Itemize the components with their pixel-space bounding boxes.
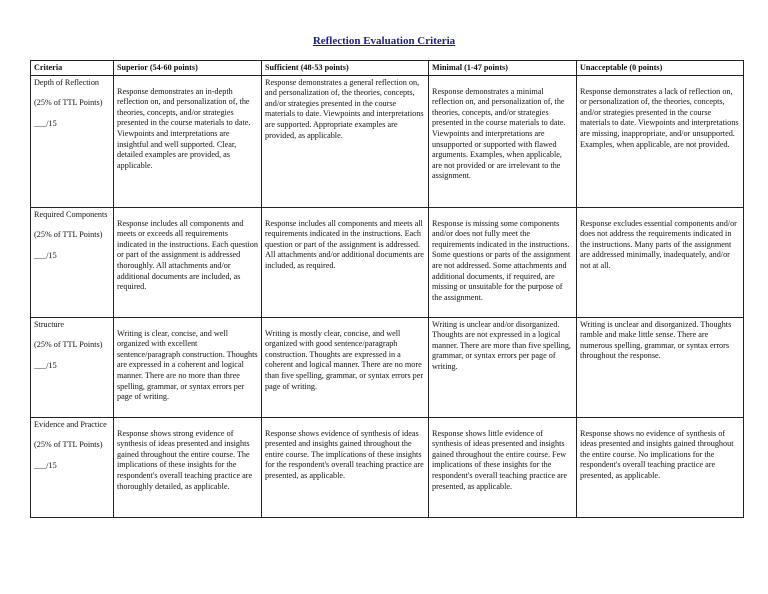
- criteria-score: ___/15: [34, 360, 57, 370]
- rubric-cell-superior: Response shows strong evidence of synthesis of ideas presented and insights gained throughout the entire course. The implications of these insights for the respondent's overall teaching practice are thoroughly detailed, as applicable.: [114, 417, 262, 517]
- criteria-name: Evidence and Practice: [34, 419, 107, 429]
- rubric-cell-sufficient: Writing is mostly clear, concise, and well organized with good sentence/paragraph construction. Thoughts are expressed in a coherent and logical manner. There are no more than five spelling, grammar, or syntax errors per page of writing.: [262, 317, 429, 417]
- table-row: [31, 75, 744, 207]
- table-row: [31, 417, 744, 517]
- criteria-cell: [31, 75, 114, 207]
- rubric-cell-unacceptable: Writing is unclear and disorganized. Thoughts ramble and make little sense. There are numerous spelling, grammar, or syntax errors throughout the response.: [577, 317, 744, 417]
- rubric-cell-superior: Response includes all components and meets or exceeds all requirements indicated in the instructions. Each question or part of the assignment is addressed thoroughly. All attachments and/or additional documents are included, as required.: [114, 207, 262, 317]
- criteria-name: Structure: [34, 319, 65, 329]
- table-row: [31, 317, 744, 417]
- criteria-score: ___/15: [34, 250, 57, 260]
- column-header-unacceptable: Unacceptable (0 points): [577, 61, 744, 76]
- criteria-name: Depth of Reflection: [34, 77, 100, 87]
- page-title: Reflection Evaluation Criteria: [312, 35, 456, 47]
- column-header-superior: Superior (54-60 points): [114, 61, 262, 76]
- rubric-cell-minimal: Response is missing some components and/or does not fully meet the requirements indicated in the instructions. Some questions or parts of the assignment are not addressed. Some attachments and additional documents, if required, are missing or unsuitable for the purpose of the assignment.: [429, 207, 577, 317]
- rubric-cell-superior: Response demonstrates an in-depth reflection on, and personalization of, the theories, concepts, and/or strategies presented in the course materials to date. Viewpoints and interpretations are insightful and well supported. Clear, detailed examples are provided, as applicable.: [114, 75, 262, 207]
- rubric-cell-sufficient: Response shows evidence of synthesis of ideas presented and insights gained throughout the entire course. The implications of these insights for the respondent's overall teaching practice are presented, as applicable.: [262, 417, 429, 517]
- table-header-row: [31, 61, 744, 76]
- rubric-cell-superior: Writing is clear, concise, and well organized with excellent sentence/paragraph construction. Thoughts are expressed in a coherent and logical manner. There are no more than three spelling, grammar, or syntax errors per page of writing.: [114, 317, 262, 417]
- criteria-weight: (25% of TTL Points): [34, 98, 103, 108]
- criteria-score: ___/15: [34, 460, 57, 470]
- criteria-weight: (25% of TTL Points): [34, 340, 103, 350]
- criteria-weight: (25% of TTL Points): [34, 230, 103, 240]
- column-header-criteria: Criteria: [31, 61, 114, 76]
- criteria-cell: [31, 417, 114, 517]
- criteria-cell: [31, 317, 114, 417]
- rubric-cell-minimal: Response demonstrates a minimal reflection on, and personalization of, the theories, concepts, and/or strategies presented in the course materials to date. Viewpoints and interpretations are unsupported or supported with flawed arguments. Examples, when applicable, are not provided or are irrelevant to the assignment.: [429, 75, 577, 207]
- rubric-cell-unacceptable: Response demonstrates a lack of reflection on, or personalization of, the theories, concepts, and/or strategies presented in the course materials to date. Viewpoints and interpretations are missing, inappropriate, and/or unsupported. Examples, when applicable, are not provided.: [577, 75, 744, 207]
- rubric-cell-unacceptable: Response shows no evidence of synthesis of ideas presented and insights gained throughout the entire course. No implications for the respondent's overall teaching practice are presented, as applicable.: [577, 417, 744, 517]
- rubric-cell-minimal: Response shows little evidence of synthesis of ideas presented and insights gained throughout the entire course. Few implications of these insights for the respondent's overall teaching practice are presented, as applicable.: [429, 417, 577, 517]
- criteria-name: Required Components: [34, 209, 108, 219]
- table-row: [31, 207, 744, 317]
- rubric-cell-minimal: Writing is unclear and/or disorganized. Thoughts are not expressed in a logical manner. There are more than five spelling, grammar, or syntax errors per page of writing.: [429, 317, 577, 417]
- criteria-weight: (25% of TTL Points): [34, 440, 103, 450]
- rubric-cell-unacceptable: Response excludes essential components and/or does not address the requirements indicated in the instructions. Many parts of the assignment are addressed minimally, inadequately, and/or not at all.: [577, 207, 744, 317]
- column-header-sufficient: Sufficient (48-53 points): [262, 61, 429, 76]
- criteria-cell: [31, 207, 114, 317]
- rubric-table: [30, 60, 744, 518]
- criteria-score: ___/15: [34, 118, 57, 128]
- rubric-cell-sufficient: Response includes all components and meets all requirements indicated in the instructions. Each question or part of the assignment is addressed. All attachments and/or additional documents are included, as required.: [262, 207, 429, 317]
- column-header-minimal: Minimal (1-47 points): [429, 61, 577, 76]
- rubric-cell-sufficient: Response demonstrates a general reflection on, and personalization of, the theories, concepts, and/or strategies presented in the course materials to date. Viewpoints and interpretations are supported. Appropriate examples are provided, as applicable.: [262, 75, 429, 207]
